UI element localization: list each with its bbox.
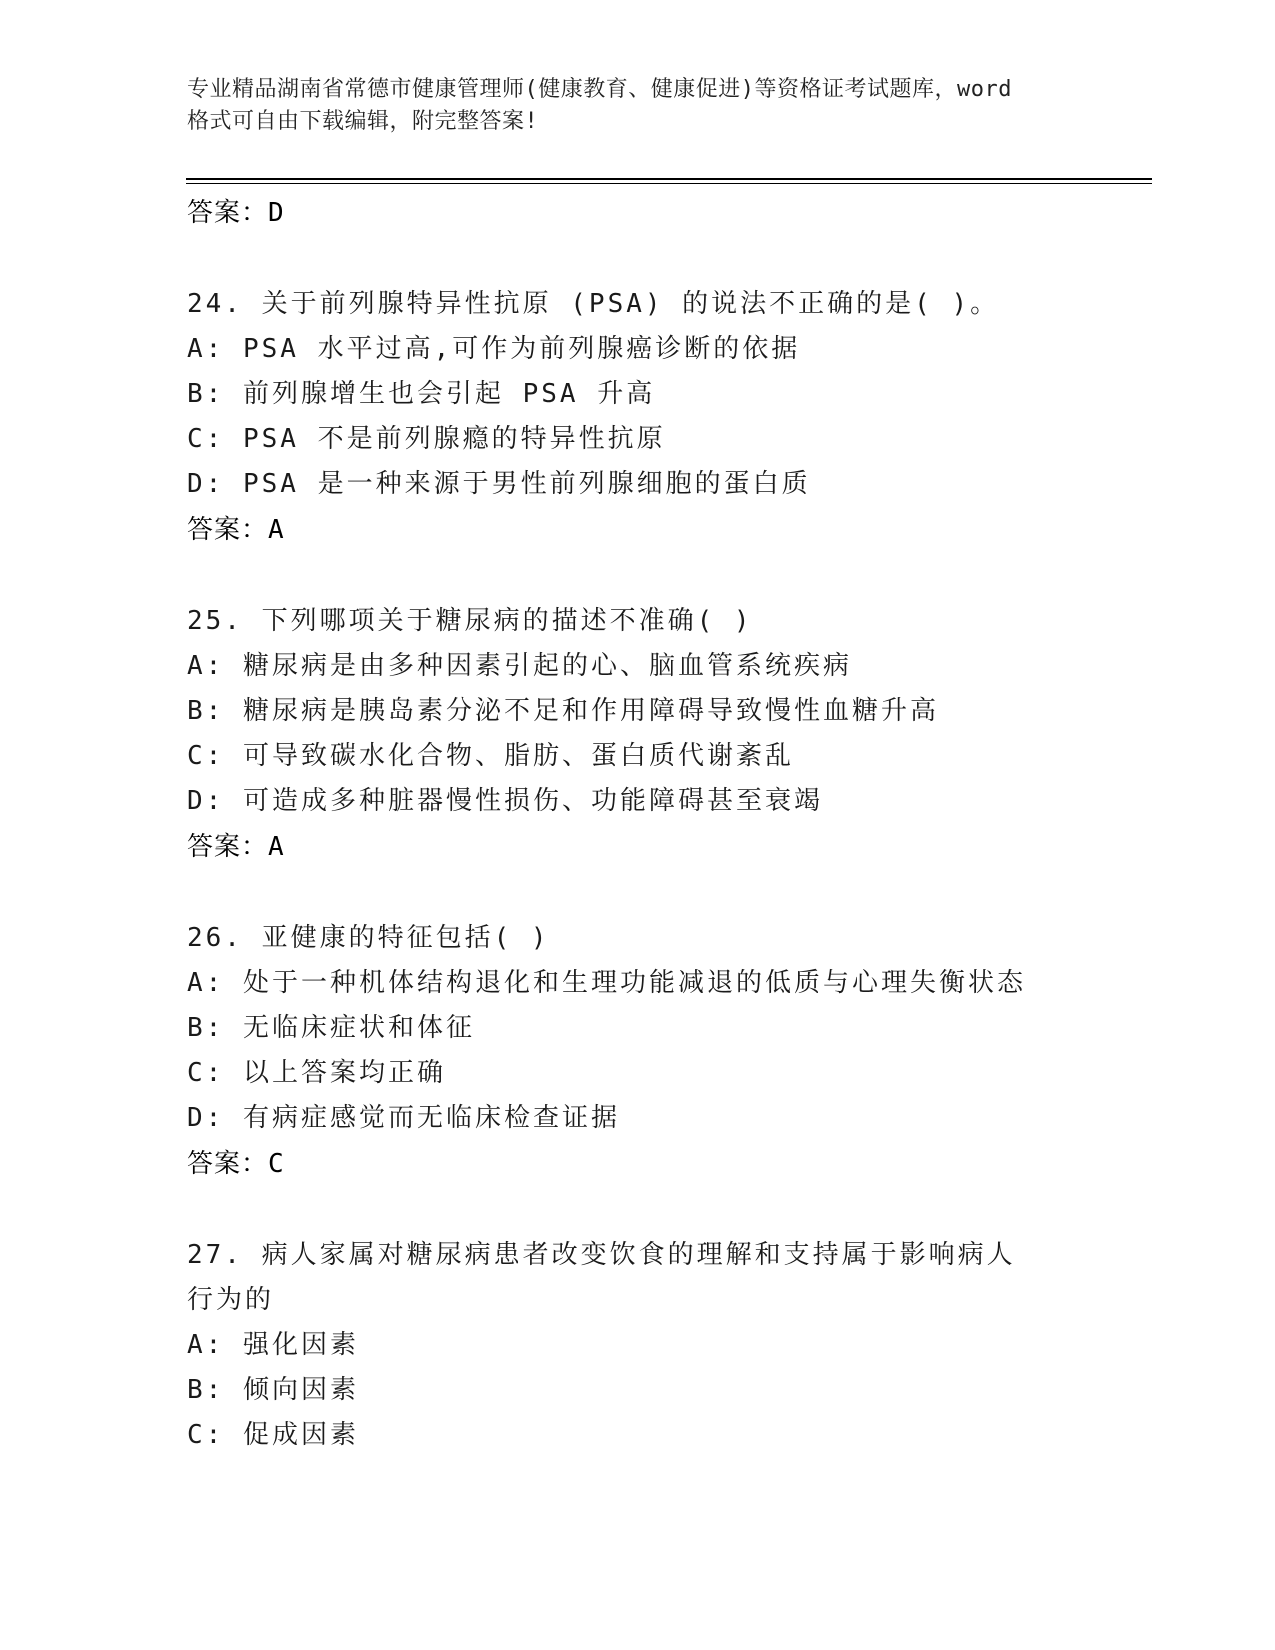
question-25 bbox=[187, 599, 1087, 870]
option-b: B: 无临床症状和体征 bbox=[187, 1013, 475, 1043]
option-a: A: 处于一种机体结构退化和生理功能减退的低质与心理失衡状态 bbox=[187, 968, 1026, 998]
header-rule-thin bbox=[186, 183, 1152, 184]
question-stem: 25. 下列哪项关于糖尿病的描述不准确( ) bbox=[187, 606, 753, 636]
option-a: A: PSA 水平过高,可作为前列腺癌诊断的依据 bbox=[187, 334, 801, 364]
option-c: C: PSA 不是前列腺瘾的特异性抗原 bbox=[187, 424, 666, 454]
option-a: A: 糖尿病是由多种因素引起的心、脑血管系统疾病 bbox=[187, 651, 852, 681]
option-d: D: PSA 是一种来源于男性前列腺细胞的蛋白质 bbox=[187, 469, 811, 499]
question-24 bbox=[187, 282, 1087, 553]
option-b: B: 糖尿病是胰岛素分泌不足和作用障碍导致慢性血糖升高 bbox=[187, 696, 939, 726]
answer-label: 答案： bbox=[187, 1149, 269, 1179]
header-line-1: 专业精品湖南省常德市健康管理师(健康教育、健康促进)等资格证考试题库，word bbox=[187, 77, 1012, 102]
option-c: C: 以上答案均正确 bbox=[187, 1058, 446, 1088]
answer-value: A bbox=[268, 515, 285, 545]
question-list bbox=[187, 190, 1087, 1458]
option-b: B: 倾向因素 bbox=[187, 1375, 359, 1405]
question-stem: 26. 亚健康的特征包括( ) bbox=[187, 923, 550, 953]
question-26 bbox=[187, 916, 1087, 1187]
option-d: D: 可造成多种脏器慢性损伤、功能障碍甚至衰竭 bbox=[187, 786, 823, 816]
question-answer bbox=[187, 507, 1087, 553]
answer-label: 答案： bbox=[187, 832, 269, 862]
question-stem: 27. 病人家属对糖尿病患者改变饮食的理解和支持属于影响病人行为的 bbox=[187, 1240, 1016, 1315]
header-line-2: 格式可自由下载编辑，附完整答案! bbox=[187, 109, 539, 134]
option-b: B: 前列腺增生也会引起 PSA 升高 bbox=[187, 379, 656, 409]
answer-value: A bbox=[268, 832, 285, 862]
option-c: C: 促成因素 bbox=[187, 1420, 359, 1450]
option-c: C: 可导致碳水化合物、脂肪、蛋白质代谢紊乱 bbox=[187, 741, 794, 771]
previous-answer bbox=[187, 190, 1087, 236]
question-answer bbox=[187, 1141, 1087, 1187]
question-stem: 24. 关于前列腺特异性抗原 (PSA) 的说法不正确的是( )。 bbox=[187, 289, 1000, 319]
answer-value: C bbox=[268, 1149, 285, 1179]
answer-label: 答案： bbox=[187, 515, 269, 545]
question-27 bbox=[187, 1233, 1087, 1458]
question-answer bbox=[187, 824, 1087, 870]
header-rule-thick bbox=[186, 178, 1152, 180]
answer-value: D bbox=[268, 198, 285, 228]
option-d: D: 有病症感觉而无临床检查证据 bbox=[187, 1103, 620, 1133]
answer-label: 答案： bbox=[187, 198, 269, 228]
option-a: A: 强化因素 bbox=[187, 1330, 359, 1360]
page-header bbox=[187, 74, 1087, 138]
